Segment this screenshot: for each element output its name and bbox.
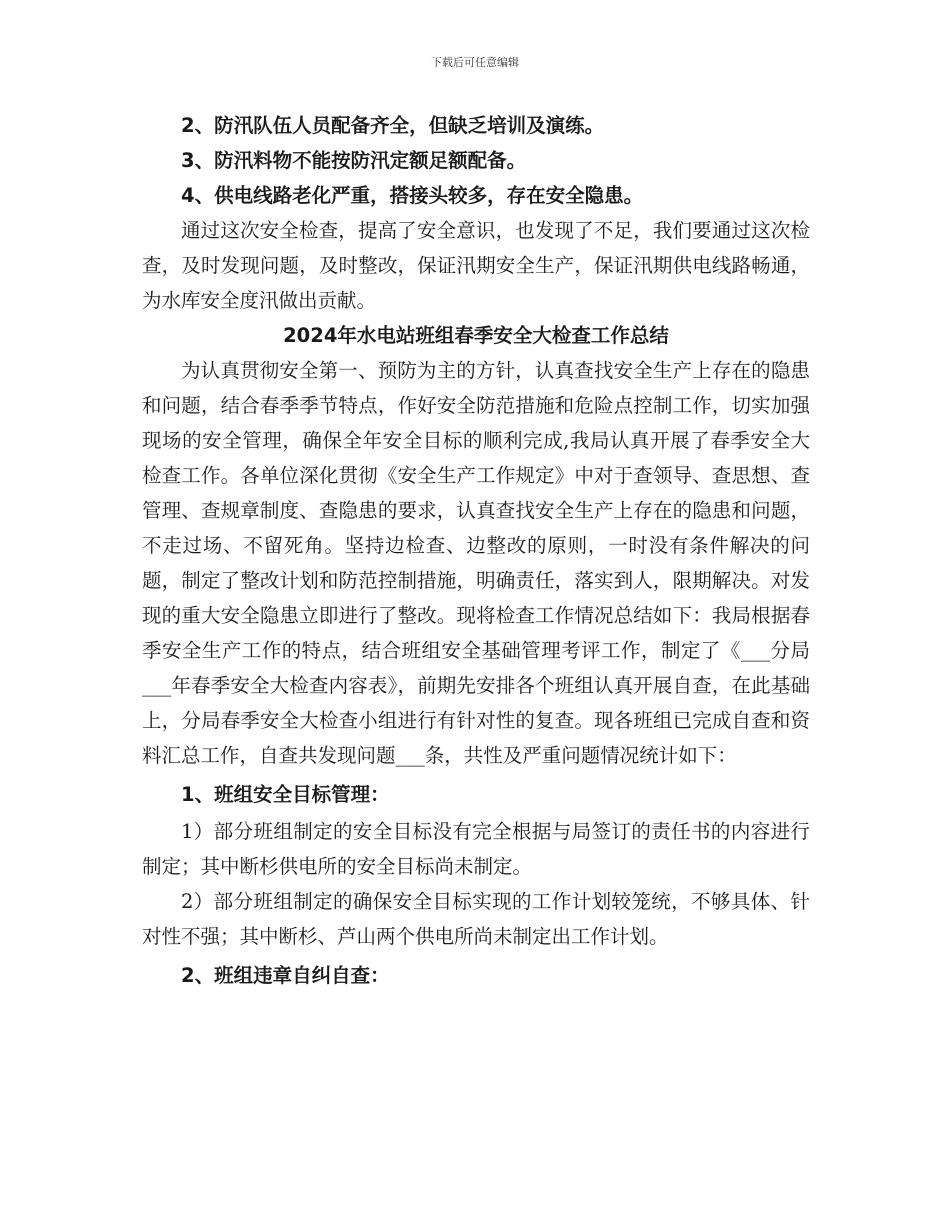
section-heading-2: 2、班组违章自纠自查： <box>181 964 390 987</box>
document-title: 2024年水电站班组春季安全大检查工作总结 <box>283 324 669 347</box>
paragraph-intro: 为认真贯彻安全第一、预防为主的方针，认真查找安全生产上存在的隐患和问题，结合春季季节特点，作好安全防范措施和危险点控制工作，切实加强现场的安全管理，确保全年安全目标的顺利完成,我局认真开展了春季安全大检查工作。各单位深化贯彻《安全生产工作规定》中对于查领导、查思想、查管理、查规章制度、查隐患的要求，认真查找安全生产上存在的隐患和问题，不走过场、不留死角。坚持边检查、边整改的原则，一时没有条件解决的问题，制定了整改计划和防范控制措施，明确责任，落实到人，限期解决。对发现的重大安全隐患立即进行了整改。现将检查工作情况总结如下：我局根据春季安全生产工作的特点，结合班组安全基础管理考评工作，制定了《___分局___年春季安全大检查内容表》，前期先安排各个班组认真开展自查，在此基础上，分局春季安全大检查小组进行有针对性的复查。现各班组已完成自查和资料汇总工作，自查共发现问题___条，共性及严重问题情况统计如下： <box>142 359 810 767</box>
paragraph-item-2: 2）部分班组制定的确保安全目标实现的工作计划较笼统，不够具体、针对性不强；其中断杉、芦山两个供电所尚未制定出工作计划。 <box>142 890 810 948</box>
list-item-2: 2、防汛队伍人员配备齐全，但缺乏培训及演练。 <box>181 114 605 137</box>
document-body <box>142 108 810 995</box>
paragraph-conclusion: 通过这次安全检查，提高了安全意识，也发现了不足，我们要通过这次检查，及时发现问题，及时整改，保证汛期安全生产，保证汛期供电线路畅通，为水库安全度汛做出贡献。 <box>142 219 810 312</box>
list-item-3: 3、防汛料物不能按防汛定额足额配备。 <box>181 149 527 172</box>
paragraph-item-1: 1）部分班组制定的安全目标没有完全根据与局签订的责任书的内容进行制定；其中断杉供电所的安全目标尚未制定。 <box>142 820 810 878</box>
section-heading-1: 1、班组安全目标管理： <box>181 783 390 806</box>
list-item-4: 4、供电线路老化严重，搭接头较多，存在安全隐患。 <box>181 184 644 207</box>
header-note: 下载后可任意编辑 <box>431 56 519 69</box>
